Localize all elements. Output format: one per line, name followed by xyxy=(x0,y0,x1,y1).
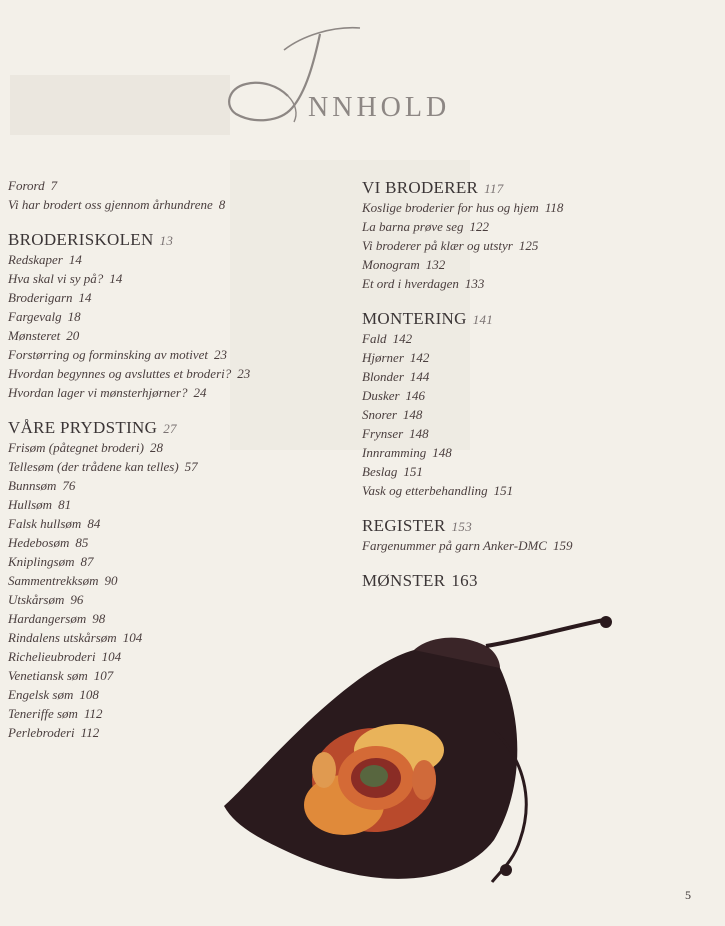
entry-title: Richelieubroderi xyxy=(8,649,96,664)
toc-entry xyxy=(8,611,105,627)
page-ref: 18 xyxy=(67,309,81,324)
page-ref: 87 xyxy=(80,554,94,569)
section-title: REGISTER xyxy=(362,516,446,535)
toc-entry xyxy=(8,478,75,494)
background-shadow xyxy=(10,75,230,135)
entry-title: Beslag xyxy=(362,464,398,479)
entry-title: Snorer xyxy=(362,407,397,422)
page-ref: 98 xyxy=(92,611,106,626)
page-ref: 24 xyxy=(193,385,207,400)
entry-title: Forstørring og forminsking av motivet xyxy=(8,347,209,362)
toc-entry xyxy=(8,592,83,608)
toc-entry xyxy=(362,219,489,235)
section-title: MONTERING xyxy=(362,309,467,328)
page-ref: 90 xyxy=(104,573,118,588)
page-ref: 27 xyxy=(163,421,177,436)
entry-title: Redskaper xyxy=(8,252,63,267)
entry-title: Hvordan lager vi mønsterhjørner? xyxy=(8,385,188,400)
toc-entry xyxy=(8,347,227,363)
entry-title: Perlebroderi xyxy=(8,725,75,740)
entry-title: Hjørner xyxy=(362,350,404,365)
entry-title: Frisøm (påtegnet broderi) xyxy=(8,440,144,455)
entry-title: Engelsk søm xyxy=(8,687,74,702)
page-ref: 14 xyxy=(68,252,82,267)
toc-entry xyxy=(362,200,563,216)
toc-entry xyxy=(8,309,81,325)
embroidered-bag-image xyxy=(224,610,616,900)
page-ref: 14 xyxy=(109,271,123,286)
entry-title: Vask og etterbehandling xyxy=(362,483,488,498)
toc-entry xyxy=(8,535,88,551)
toc-entry xyxy=(362,538,572,554)
toc-entry xyxy=(8,440,163,456)
toc-entry xyxy=(8,290,92,306)
entry-title: Monogram xyxy=(362,257,420,272)
page-ref: 13 xyxy=(159,233,174,248)
toc-entry xyxy=(362,257,445,273)
toc-entry xyxy=(8,271,122,287)
entry-title: Koslige broderier for hus og hjem xyxy=(362,200,539,215)
section-title: VÅRE PRYDSTING xyxy=(8,418,158,437)
toc-entry xyxy=(8,385,206,401)
entry-title: Et ord i hverdagen xyxy=(362,276,459,291)
entry-title: Bunnsøm xyxy=(8,478,57,493)
entry-title: Vi har brodert oss gjennom århundrene xyxy=(8,197,213,212)
toc-entry xyxy=(8,668,113,684)
toc-section-heading xyxy=(362,309,493,329)
entry-title: Hva skal vi sy på? xyxy=(8,271,104,286)
toc-entry xyxy=(362,407,422,423)
entry-title: Hardangersøm xyxy=(8,611,87,626)
entry-title: Blonder xyxy=(362,369,404,384)
toc-entry xyxy=(8,366,250,382)
toc-entry xyxy=(8,328,79,344)
toc-entry xyxy=(8,252,82,268)
toc-entry xyxy=(362,464,423,480)
page-ref: 142 xyxy=(392,331,413,346)
entry-title: Mønsteret xyxy=(8,328,61,343)
toc-entry xyxy=(362,483,513,499)
toc-entry xyxy=(8,649,121,665)
toc-entry xyxy=(362,426,429,442)
page-ref: 104 xyxy=(122,630,143,645)
page-ref: 112 xyxy=(80,725,100,740)
entry-title: Frynser xyxy=(362,426,404,441)
page-ref: 151 xyxy=(493,483,514,498)
toc-section-heading xyxy=(8,230,173,250)
page-ref: 112 xyxy=(83,706,103,721)
entry-title: Utskårsøm xyxy=(8,592,65,607)
page-ref: 118 xyxy=(544,200,564,215)
toc-section-heading xyxy=(362,571,478,591)
page-ref: 153 xyxy=(451,519,473,534)
page-ref: 142 xyxy=(409,350,430,365)
toc-section-heading xyxy=(8,418,177,438)
page-ref: 146 xyxy=(405,388,426,403)
toc-entry xyxy=(8,459,198,475)
page-ref: 81 xyxy=(58,497,72,512)
page-ref: 148 xyxy=(402,407,423,422)
entry-title: Innramming xyxy=(362,445,427,460)
page-ref: 76 xyxy=(62,478,76,493)
entry-title: Tellesøm (der trådene kan telles) xyxy=(8,459,179,474)
toc-section-heading xyxy=(362,516,472,536)
entry-title: Forord xyxy=(8,178,45,193)
toc-entry xyxy=(8,573,118,589)
page-ref: 163 xyxy=(451,571,478,590)
toc-entry xyxy=(362,445,452,461)
page-ref: 133 xyxy=(464,276,485,291)
page-ref: 7 xyxy=(50,178,58,193)
title-text: NNHOLD xyxy=(308,92,451,123)
toc-entry xyxy=(362,350,429,366)
toc-entry xyxy=(8,197,225,213)
page-ref: 122 xyxy=(469,219,489,234)
toc-entry xyxy=(8,554,93,570)
page-ref: 8 xyxy=(218,197,226,212)
toc-entry xyxy=(362,276,484,292)
toc-entry xyxy=(8,706,103,722)
toc-entry xyxy=(362,369,429,385)
toc-entry xyxy=(8,630,142,646)
page-ref: 108 xyxy=(79,687,99,702)
page-ref: 148 xyxy=(409,426,429,441)
toc-section-heading xyxy=(362,178,504,198)
page-ref: 20 xyxy=(66,328,80,343)
toc-entry xyxy=(8,178,57,194)
page-ref: 28 xyxy=(150,440,163,455)
page-ref: 107 xyxy=(93,668,114,683)
section-title: VI BRODERER xyxy=(362,178,479,197)
toc-entry xyxy=(362,238,538,254)
page-ref: 14 xyxy=(78,290,92,305)
toc-entry xyxy=(362,388,425,404)
page-ref: 23 xyxy=(237,366,251,381)
toc-entry xyxy=(8,725,99,741)
page-ref: 144 xyxy=(409,369,430,384)
page-ref: 141 xyxy=(472,312,494,327)
entry-title: Fargenummer på garn Anker-DMC xyxy=(362,538,547,553)
entry-title: Fargevalg xyxy=(8,309,62,324)
entry-title: Hullsøm xyxy=(8,497,53,512)
page-ref: 132 xyxy=(425,257,446,272)
toc-entry xyxy=(8,516,100,532)
page-ref: 85 xyxy=(75,535,89,550)
entry-title: Teneriffe søm xyxy=(8,706,78,721)
section-title: BRODERISKOLEN xyxy=(8,230,154,249)
toc-entry xyxy=(362,331,412,347)
page-ref: 104 xyxy=(101,649,122,664)
page-ref: 148 xyxy=(432,445,452,460)
page-ref: 151 xyxy=(403,464,423,479)
entry-title: La barna prøve seg xyxy=(362,219,464,234)
page-title xyxy=(222,9,482,132)
entry-title: Kniplingsøm xyxy=(8,554,75,569)
page-ref: 57 xyxy=(184,459,198,474)
page-ref: 23 xyxy=(214,347,228,362)
page-ref: 125 xyxy=(518,238,539,253)
toc-entry xyxy=(8,497,71,513)
section-title: MØNSTER xyxy=(362,571,446,590)
entry-title: Fald xyxy=(362,331,387,346)
page-ref: 84 xyxy=(87,516,101,531)
entry-title: Falsk hullsøm xyxy=(8,516,82,531)
toc-entry xyxy=(8,687,99,703)
entry-title: Hedebosøm xyxy=(8,535,70,550)
entry-title: Rindalens utskårsøm xyxy=(8,630,117,645)
entry-title: Dusker xyxy=(362,388,400,403)
page-number: 5 xyxy=(685,888,691,902)
page-ref: 117 xyxy=(484,181,504,196)
entry-title: Sammentrekksøm xyxy=(8,573,99,588)
entry-title: Hvordan begynnes og avsluttes et broderi? xyxy=(8,366,232,381)
title-initial: J xyxy=(422,9,429,26)
page-ref: 96 xyxy=(70,592,84,607)
page-ref: 159 xyxy=(552,538,573,553)
entry-title: Broderigarn xyxy=(8,290,73,305)
entry-title: Vi broderer på klær og utstyr xyxy=(362,238,513,253)
entry-title: Venetiansk søm xyxy=(8,668,88,683)
